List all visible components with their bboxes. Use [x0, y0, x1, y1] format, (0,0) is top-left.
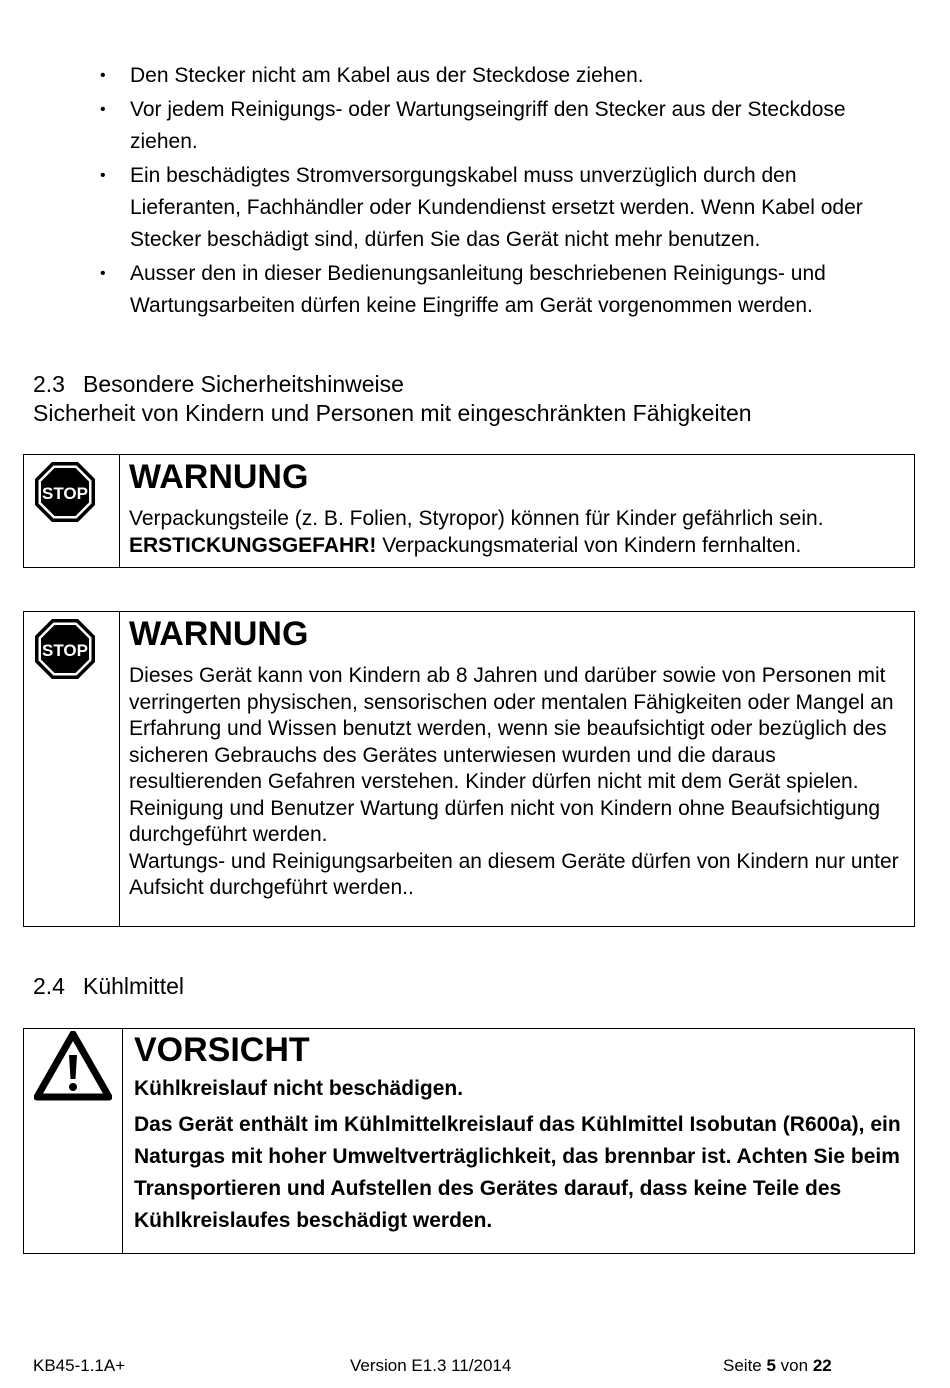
footer-version: Version E1.3 11/2014	[350, 1356, 512, 1375]
warning-title: WARNUNG	[129, 615, 309, 653]
bullet-dot: •	[100, 101, 106, 118]
stop-sign-label: STOP	[42, 484, 88, 503]
page-middle: von	[775, 1356, 813, 1375]
warning-icon-cell	[24, 455, 120, 567]
warning-content	[129, 614, 904, 902]
bullet-text: Ein beschädigtes Stromversorgungskabel muss unverzüglich durch den Lieferanten, Fachhändler oder Kundendienst ersetzt werden. Wenn Kabel oder Stecker beschädigt sind, dürfen Sie das Gerät nicht mehr benutzen.	[130, 164, 863, 251]
warning-text	[129, 663, 904, 902]
warning-box-packaging	[23, 454, 915, 568]
bullet-text: Ausser den in dieser Bedienungsanleitung beschriebenen Reinigungs- und Wartungsarbeiten dürfen keine Eingriffe am Gerät vorgenommen werden.	[130, 262, 826, 317]
footer-page-number	[723, 1356, 832, 1376]
warning-line	[129, 533, 904, 560]
caution-content	[134, 1029, 904, 1237]
section-title: Kühlmittel	[83, 973, 184, 999]
bullet-item	[100, 160, 900, 256]
section-number: 2.4	[33, 973, 65, 999]
stop-sign-icon	[34, 461, 96, 523]
page-prefix: Seite	[723, 1356, 767, 1375]
bullet-item	[100, 94, 900, 158]
section-heading-2-3	[33, 370, 404, 398]
warning-line: Verpackungsteile (z. B. Folien, Styropor) können für Kinder gefährlich sein.	[129, 507, 824, 530]
warning-title: WARNUNG	[129, 458, 309, 496]
section-number: 2.3	[33, 371, 65, 397]
warning-line-rest: Verpackungsmaterial von Kindern fernhalten.	[376, 533, 802, 557]
bullet-text: Vor jedem Reinigungs- oder Wartungseingriff den Stecker aus der Steckdose ziehen.	[130, 98, 846, 153]
caution-box-refrigerant	[23, 1028, 915, 1254]
warning-triangle-icon	[34, 1031, 112, 1101]
section-title: Besondere Sicherheitshinweise	[83, 371, 404, 397]
warning-emphasis: ERSTICKUNGSGEFAHR!	[129, 533, 377, 557]
bullet-item	[100, 60, 900, 92]
warning-content	[129, 457, 904, 559]
warning-paragraph: Wartungs- und Reinigungsarbeiten an diesem Geräte dürfen von Kindern nur unter Aufsicht durchgeführt werden..	[129, 849, 899, 899]
warning-icon-cell	[24, 612, 120, 926]
bullet-text: Den Stecker nicht am Kabel aus der Steckdose ziehen.	[130, 64, 644, 87]
safety-bullet-list	[100, 60, 900, 324]
caution-line: Kühlkreislauf nicht beschädigen.	[134, 1077, 464, 1100]
bullet-item	[100, 258, 900, 322]
page-total: 22	[812, 1356, 832, 1375]
caution-paragraph: Das Gerät enthält im Kühlmittelkreislauf das Kühlmittel Isobutan (R600a), ein Naturgas mit hoher Umweltverträglichkeit, das brennbar ist. Achten Sie beim Transportieren und Aufstellen des Gerätes darauf, dass keine Teile des Kühlkreislaufes beschädigt werden.	[134, 1113, 901, 1232]
warning-text	[129, 506, 904, 559]
stop-sign-label: STOP	[42, 641, 88, 660]
caution-icon-cell	[24, 1029, 123, 1253]
caution-title: VORSICHT	[134, 1031, 310, 1069]
section-subtitle: Sicherheit von Kindern und Personen mit eingeschränkten Fähigkeiten	[33, 400, 752, 426]
footer-model: KB45-1.1A+	[33, 1356, 126, 1375]
warning-paragraph: Dieses Gerät kann von Kindern ab 8 Jahren und darüber sowie von Personen mit verringerten physischen, sensorischen oder mentalen Fähigkeiten oder Mangel an Erfahrung und Wissen benutzt werden, wenn sie beaufsichtigt oder bezüglich des sicheren Gebrauchs des Gerätes unterwiesen wurden und die daraus resultierenden Gefahren verstehen. Kinder dürfen nicht mit dem Gerät spielen. Reinigung und Benutzer Wartung dürfen nicht von Kindern ohne Beaufsichtigung durchgeführt werden.	[129, 664, 894, 846]
section-heading-2-4	[33, 972, 184, 1000]
bullet-dot: •	[100, 167, 106, 184]
bullet-dot: •	[100, 67, 106, 84]
bullet-dot: •	[100, 265, 106, 282]
warning-box-children	[23, 611, 915, 927]
stop-sign-icon	[34, 618, 96, 680]
page-current: 5	[766, 1356, 776, 1375]
